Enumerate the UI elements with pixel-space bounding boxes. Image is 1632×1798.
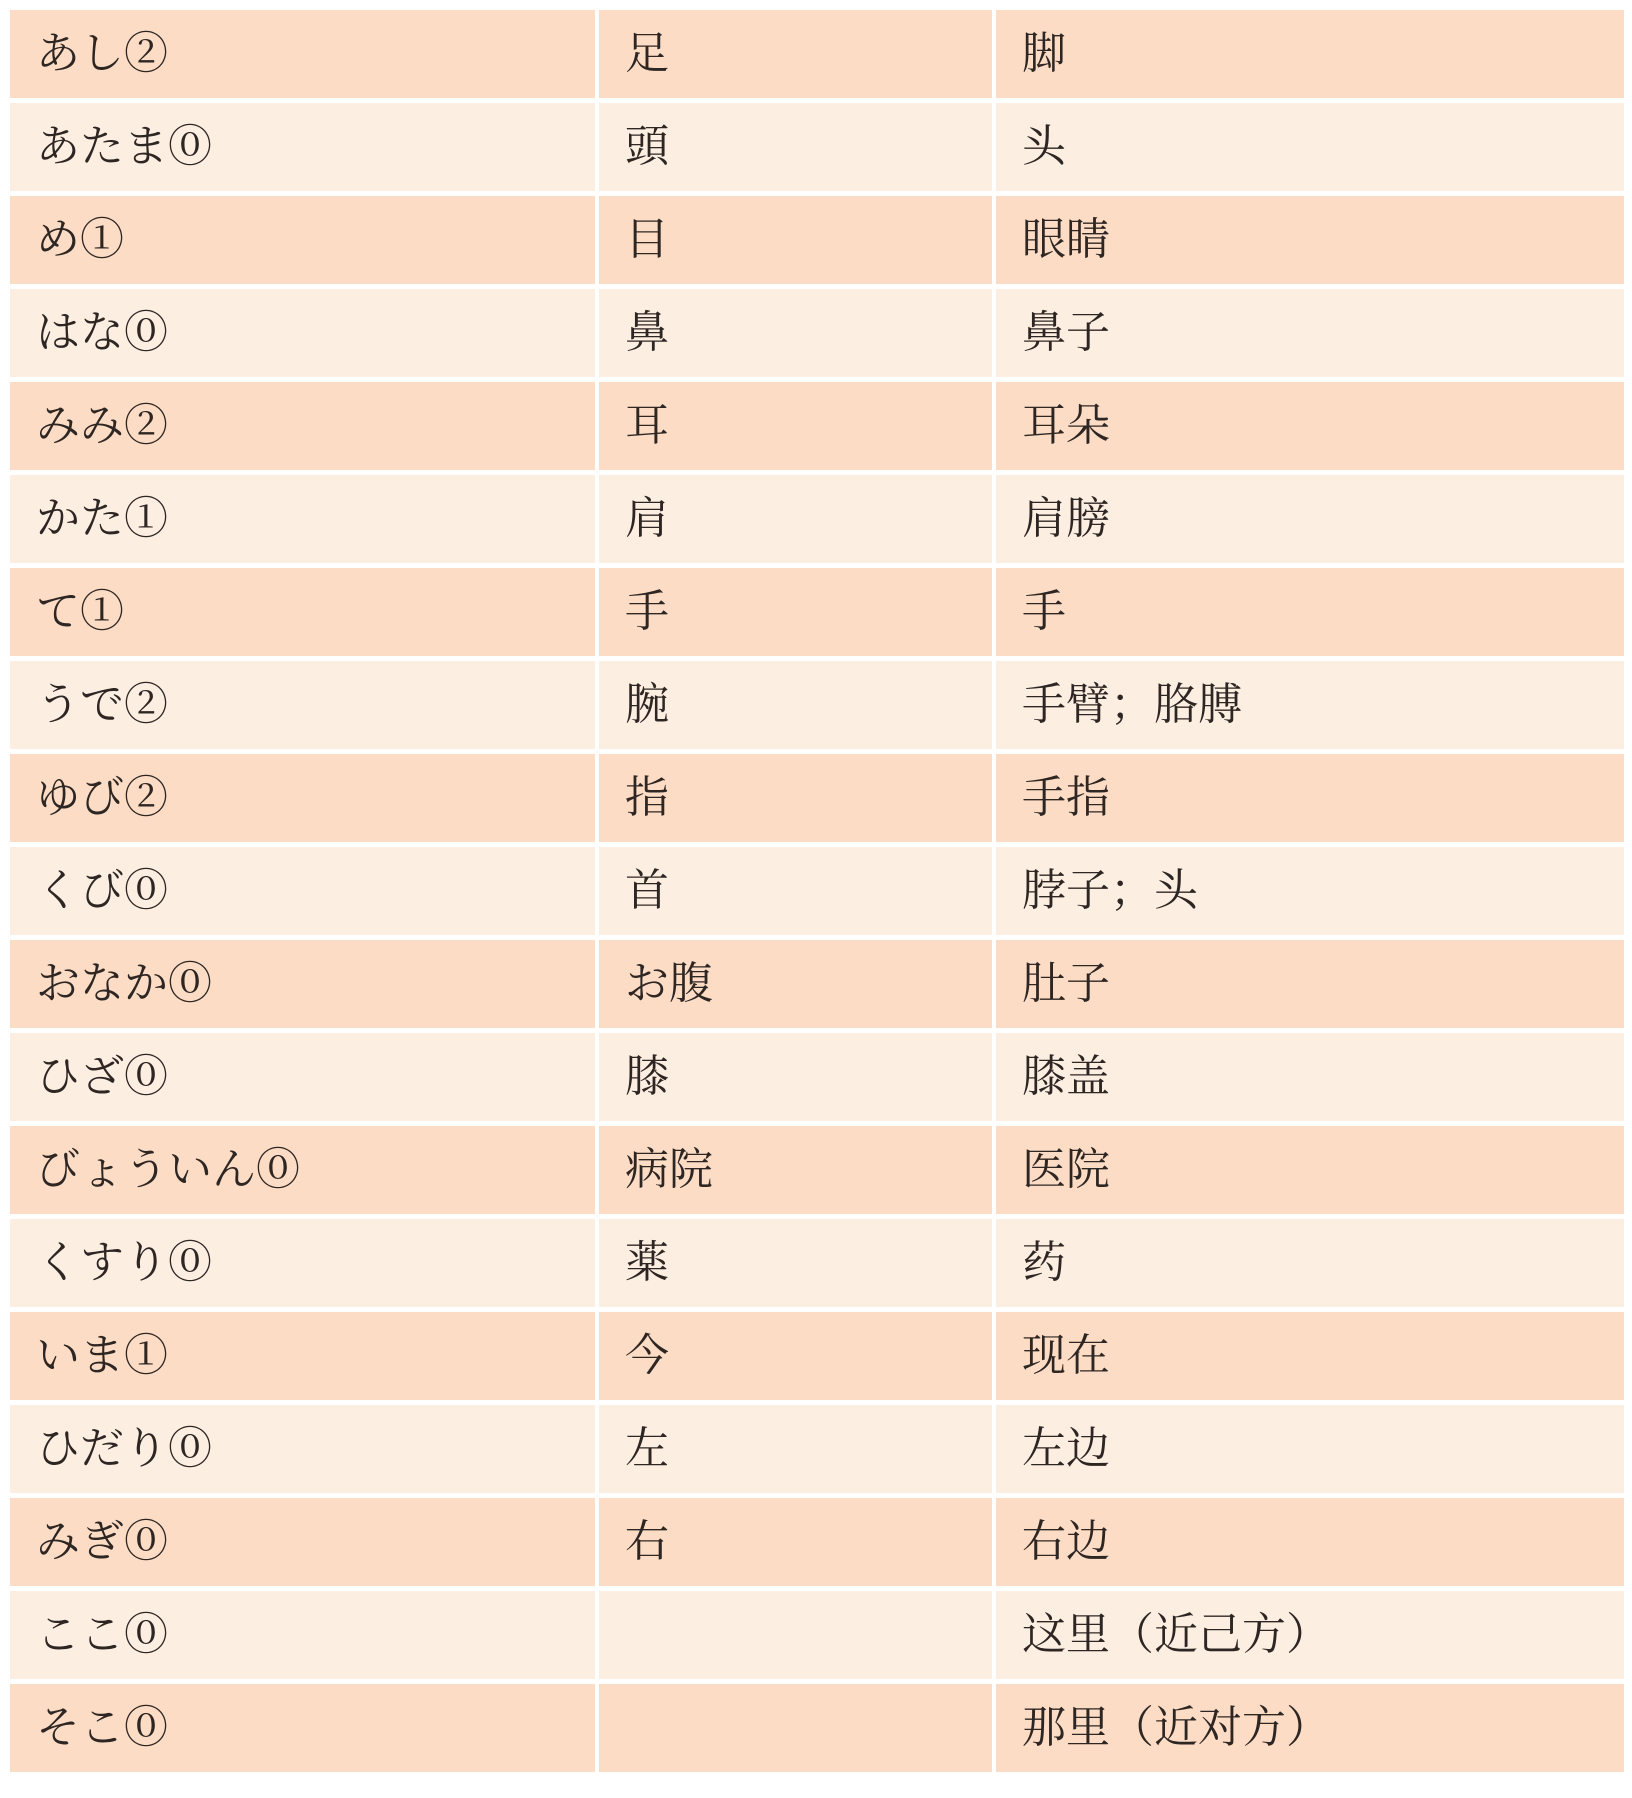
meaning-cell: 肩膀: [996, 475, 1624, 568]
kanji-cell: 肩: [599, 475, 996, 568]
kanji-cell: 薬: [599, 1219, 996, 1312]
kanji-cell: お腹: [599, 940, 996, 1033]
table-row: [10, 1405, 1624, 1498]
reading-cell: かた①: [10, 475, 599, 568]
reading-cell: ゆび②: [10, 754, 599, 847]
table-row: [10, 661, 1624, 754]
kanji-cell: [599, 1591, 996, 1684]
table-row: [10, 1684, 1624, 1777]
kanji-cell: 頭: [599, 103, 996, 196]
table-row: [10, 847, 1624, 940]
meaning-cell: 脚: [996, 10, 1624, 103]
kanji-cell: 膝: [599, 1033, 996, 1126]
reading-cell: て①: [10, 568, 599, 661]
table-row: [10, 940, 1624, 1033]
table-row: [10, 475, 1624, 568]
reading-cell: くすり⓪: [10, 1219, 599, 1312]
kanji-cell: 鼻: [599, 289, 996, 382]
table-row: [10, 10, 1624, 103]
reading-cell: おなか⓪: [10, 940, 599, 1033]
table-row: [10, 103, 1624, 196]
table-row: [10, 1312, 1624, 1405]
meaning-cell: 眼睛: [996, 196, 1624, 289]
reading-cell: そこ⓪: [10, 1684, 599, 1777]
meaning-cell: 手臂；胳膊: [996, 661, 1624, 754]
meaning-cell: 左边: [996, 1405, 1624, 1498]
kanji-cell: 足: [599, 10, 996, 103]
reading-cell: ここ⓪: [10, 1591, 599, 1684]
table-row: [10, 382, 1624, 475]
table-row: [10, 1591, 1624, 1684]
vocabulary-table: [10, 10, 1624, 1777]
kanji-cell: 左: [599, 1405, 996, 1498]
vocabulary-table-body: [10, 10, 1624, 1777]
meaning-cell: 医院: [996, 1126, 1624, 1219]
meaning-cell: 这里（近己方）: [996, 1591, 1624, 1684]
kanji-cell: 首: [599, 847, 996, 940]
reading-cell: はな⓪: [10, 289, 599, 382]
kanji-cell: 今: [599, 1312, 996, 1405]
table-row: [10, 568, 1624, 661]
kanji-cell: 目: [599, 196, 996, 289]
reading-cell: あたま⓪: [10, 103, 599, 196]
reading-cell: ひざ⓪: [10, 1033, 599, 1126]
meaning-cell: 药: [996, 1219, 1624, 1312]
meaning-cell: 手: [996, 568, 1624, 661]
reading-cell: みみ②: [10, 382, 599, 475]
meaning-cell: 膝盖: [996, 1033, 1624, 1126]
kanji-cell: 耳: [599, 382, 996, 475]
table-row: [10, 289, 1624, 382]
kanji-cell: 病院: [599, 1126, 996, 1219]
reading-cell: め①: [10, 196, 599, 289]
meaning-cell: 手指: [996, 754, 1624, 847]
reading-cell: ひだり⓪: [10, 1405, 599, 1498]
meaning-cell: 耳朵: [996, 382, 1624, 475]
table-row: [10, 754, 1624, 847]
kanji-cell: 腕: [599, 661, 996, 754]
meaning-cell: 头: [996, 103, 1624, 196]
reading-cell: みぎ⓪: [10, 1498, 599, 1591]
reading-cell: いま①: [10, 1312, 599, 1405]
kanji-cell: 右: [599, 1498, 996, 1591]
table-row: [10, 1498, 1624, 1591]
meaning-cell: 那里（近对方）: [996, 1684, 1624, 1777]
table-row: [10, 1219, 1624, 1312]
kanji-cell: [599, 1684, 996, 1777]
reading-cell: あし②: [10, 10, 599, 103]
reading-cell: うで②: [10, 661, 599, 754]
meaning-cell: 鼻子: [996, 289, 1624, 382]
meaning-cell: 现在: [996, 1312, 1624, 1405]
kanji-cell: 手: [599, 568, 996, 661]
table-row: [10, 1033, 1624, 1126]
table-row: [10, 1126, 1624, 1219]
reading-cell: くび⓪: [10, 847, 599, 940]
meaning-cell: 右边: [996, 1498, 1624, 1591]
meaning-cell: 脖子；头: [996, 847, 1624, 940]
meaning-cell: 肚子: [996, 940, 1624, 1033]
reading-cell: びょういん⓪: [10, 1126, 599, 1219]
kanji-cell: 指: [599, 754, 996, 847]
table-row: [10, 196, 1624, 289]
